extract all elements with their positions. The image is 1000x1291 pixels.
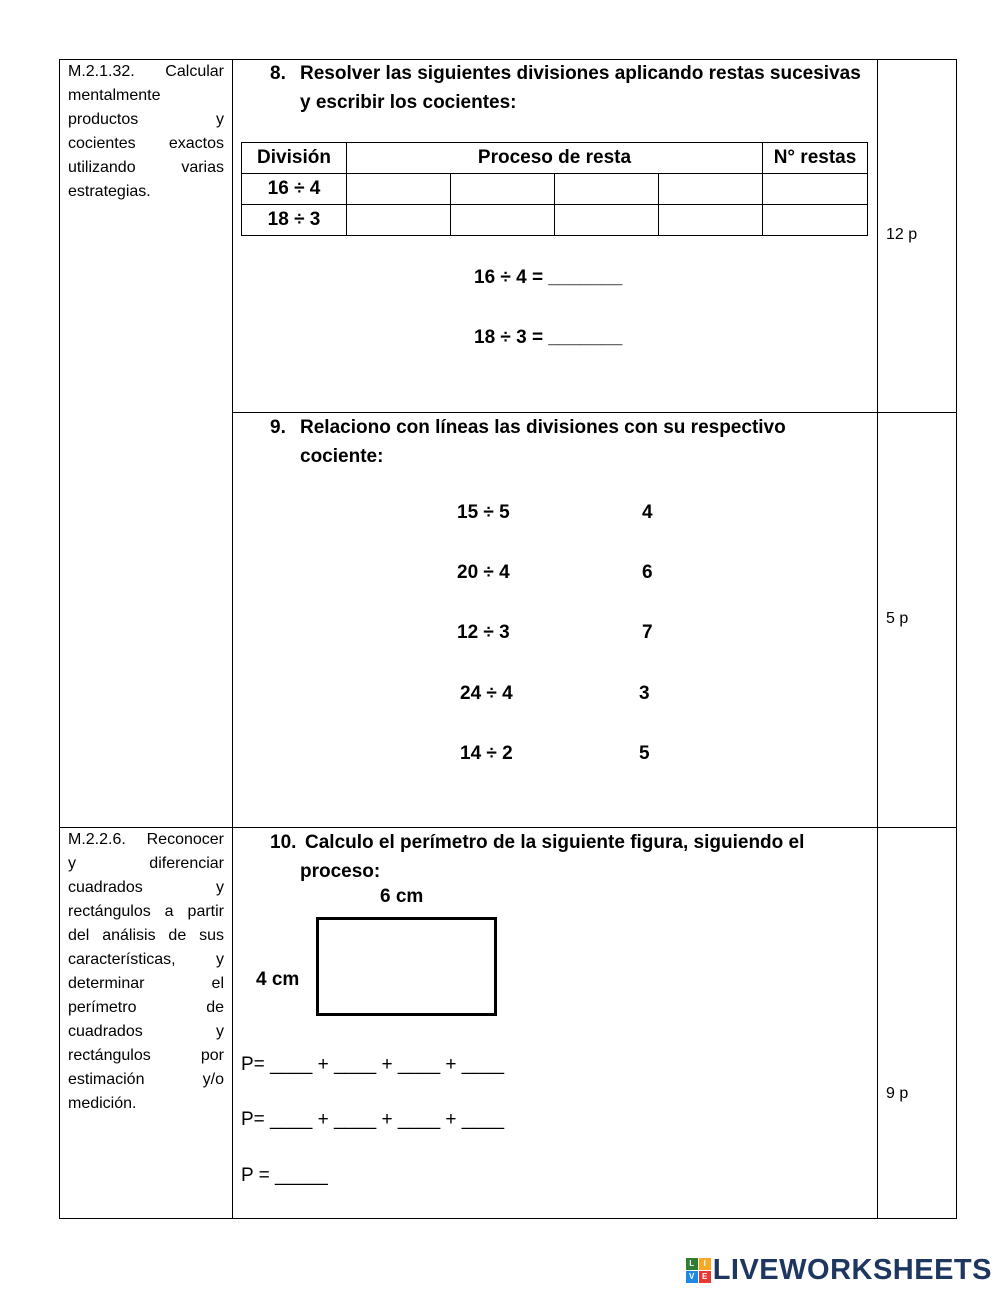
- rectangle-width-label: 6 cm: [380, 886, 424, 907]
- question-9-title-line1: Relaciono con líneas las divisiones con su respectivo: [300, 417, 786, 438]
- skill-description-1: [68, 60, 224, 204]
- question-9-title-line2: cociente:: [300, 446, 384, 467]
- process-answer-cell[interactable]: [658, 174, 762, 205]
- match-quotient[interactable]: 5: [639, 743, 650, 764]
- logo-block: E: [699, 1271, 711, 1283]
- skill-line: estrategias.: [68, 183, 151, 200]
- match-division[interactable]: 15 ÷ 5: [457, 502, 510, 523]
- logo-block: V: [686, 1271, 698, 1283]
- logo-block: I: [699, 1258, 711, 1270]
- match-division[interactable]: 14 ÷ 2: [460, 743, 513, 764]
- process-answer-cell[interactable]: [347, 205, 451, 236]
- match-quotient[interactable]: 6: [642, 562, 653, 583]
- process-answer-cell[interactable]: [450, 174, 554, 205]
- perimeter-formula-2[interactable]: P= ____ + ____ + ____ + ____: [241, 1109, 505, 1130]
- count-answer-cell[interactable]: [763, 174, 868, 205]
- process-answer-cell[interactable]: [347, 174, 451, 205]
- quotient-answer-2[interactable]: 18 ÷ 3 = _______: [474, 327, 623, 348]
- skill-line: rectángulos por: [68, 1047, 224, 1064]
- points-q10: 9 p: [886, 1085, 909, 1102]
- question-8-title-line2: y escribir los cocientes:: [300, 92, 517, 113]
- header-count: N° restas: [763, 143, 868, 174]
- liveworksheets-logo: [686, 1254, 992, 1287]
- header-division: División: [242, 143, 347, 174]
- skill-line: mentalmente: [68, 87, 161, 104]
- table-border-left: [59, 59, 60, 1219]
- process-answer-cell[interactable]: [554, 174, 658, 205]
- division-cell: 16 ÷ 4: [242, 174, 347, 205]
- match-quotient[interactable]: 7: [642, 622, 653, 643]
- skill-line: perímetro de: [68, 999, 224, 1016]
- logo-block: L: [686, 1258, 698, 1270]
- skill-line: características, y: [68, 951, 224, 968]
- process-answer-cell[interactable]: [658, 205, 762, 236]
- match-quotient[interactable]: 4: [642, 502, 653, 523]
- perimeter-formula-1[interactable]: P= ____ + ____ + ____ + ____: [241, 1054, 505, 1075]
- table-col-divider-2: [877, 59, 878, 1219]
- skill-line: rectángulos a partir: [68, 903, 224, 920]
- count-answer-cell[interactable]: [763, 205, 868, 236]
- skill-line: y diferenciar: [68, 855, 224, 872]
- rectangle-figure: [316, 917, 497, 1016]
- skill-line: M.2.2.6. Reconocer: [68, 831, 224, 848]
- points-q8: 12 p: [886, 226, 918, 243]
- header-process: Proceso de resta: [347, 143, 763, 174]
- skill-line: utilizando varias: [68, 159, 224, 176]
- match-division[interactable]: 24 ÷ 4: [460, 683, 513, 704]
- table-border-right: [956, 59, 957, 1219]
- question-10-title-line1: Calculo el perímetro de la siguiente figura, siguiendo el: [305, 832, 805, 853]
- question-8-number: 8.: [270, 63, 286, 84]
- division-cell: 18 ÷ 3: [242, 205, 347, 236]
- perimeter-result[interactable]: P = _____: [241, 1165, 328, 1186]
- logo-blocks-icon: [686, 1258, 711, 1283]
- table-border-bottom: [59, 1218, 957, 1219]
- quotient-answer-1[interactable]: 16 ÷ 4 = _______: [474, 267, 623, 288]
- question-10-title-line2: proceso:: [300, 861, 381, 882]
- skill-line: cuadrados y: [68, 1023, 224, 1040]
- question-8-title-line1: Resolver las siguientes divisiones aplicando restas sucesivas: [300, 63, 861, 84]
- skill-line: M.2.1.32. Calcular: [68, 63, 224, 80]
- skill-line: medición.: [68, 1095, 137, 1112]
- process-answer-cell[interactable]: [554, 205, 658, 236]
- skill-line: estimación y/o: [68, 1071, 224, 1088]
- question-10-number: 10.: [270, 832, 297, 853]
- skill-line: productos y: [68, 111, 224, 128]
- rectangle-height-label: 4 cm: [256, 969, 300, 990]
- skill-line: del análisis de sus: [68, 927, 224, 944]
- skill-line: determinar el: [68, 975, 224, 992]
- skill-description-2: [68, 828, 224, 1116]
- question-9-number: 9.: [270, 417, 286, 438]
- brand-name: LIVEWORKSHEETS: [712, 1254, 992, 1286]
- match-quotient[interactable]: 3: [639, 683, 650, 704]
- match-division[interactable]: 20 ÷ 4: [457, 562, 510, 583]
- subtraction-process-table: [241, 142, 868, 236]
- process-answer-cell[interactable]: [450, 205, 554, 236]
- table-col-divider-1: [232, 59, 233, 1219]
- skill-line: cocientes exactos: [68, 135, 224, 152]
- points-q9: 5 p: [886, 610, 909, 627]
- skill-line: cuadrados y: [68, 879, 224, 896]
- match-division[interactable]: 12 ÷ 3: [457, 622, 510, 643]
